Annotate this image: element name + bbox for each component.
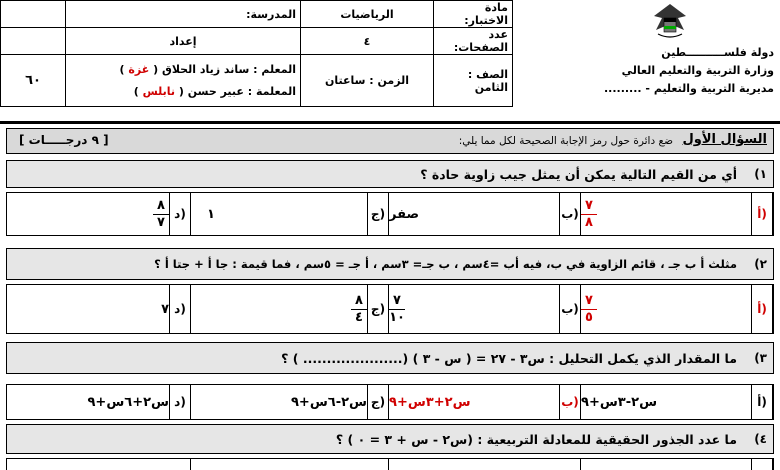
option-divider [388,459,389,470]
option-value[interactable]: صفر [389,206,420,222]
palestine-emblem-icon [640,0,700,44]
answer-row-2 [6,284,774,334]
question-number: ٢) [754,257,767,271]
option-value[interactable]: ١ [207,206,215,222]
question-4 [6,424,774,454]
grade-label: الصف : الثامن [467,67,508,94]
option-label[interactable]: أ) [751,285,773,333]
option-label[interactable]: ب) [559,193,581,235]
option-label[interactable]: د) [169,385,191,419]
option-value[interactable]: س٢-٣س+٩ [581,394,658,410]
question-text: ما المقدار الذي يكمل التحليل : س٣ - ٢٧ = ( س - ٣ ) (..................... ) ؟ [281,351,737,366]
option-divider [190,459,191,470]
option-label[interactable]: ج) [367,193,389,235]
question-number: ٤) [754,432,767,446]
option-label[interactable]: د) [169,193,191,235]
option-divider [580,459,581,470]
option-value[interactable]: $\frac{٨}{٤}$ [191,285,367,333]
teacher-1: المعلم : ساند زياد الحلاق ( غزة ) [119,62,296,76]
section-instruction: ضع دائرة حول رمز الإجابة الصحيحة لكل مما يلي: [458,135,673,147]
option-label[interactable]: أ) [751,385,773,419]
option-label[interactable]: أ) [751,193,773,235]
subject-value: الرياضيات [340,7,394,21]
pages-value: ٤ [363,34,371,48]
section-marks: [ ٩ درجـــــات ] [19,133,109,147]
question-1 [6,160,774,188]
prepared-label: إعداد [169,34,197,48]
option-value[interactable]: س٢-٦س+٩ [290,394,367,410]
option-value[interactable]: ٧ [161,301,169,317]
question-text: ما عدد الجذور الحقيقية للمعادلة التربيعية : (س٢ - س + ٣ = ٠ ) ؟ [335,432,737,447]
question-text: أي من القيم التالية يمكن أن يمثل جيب زاوية حادة ؟ [420,167,737,182]
total-marks: ٦٠ [25,73,41,88]
question-3 [6,342,774,374]
answer-row-4 [6,458,774,470]
state-name: دولة فلســــــــــطين [661,46,774,59]
question-number: ١) [754,167,767,181]
pages-label: عدد الصفحات: [453,28,508,54]
subject-label: مادة الاختبار: [464,1,508,27]
option-label[interactable]: ب) [559,385,581,419]
option-value[interactable]: $\frac{٧}{٨}$ [581,193,751,235]
question-2 [6,248,774,280]
teacher-2: المعلمة : عبير حسن ( نابلس ) [133,84,296,98]
section-title: السؤال الأول [682,132,767,147]
option-label[interactable]: د) [169,285,191,333]
option-label[interactable] [751,459,773,470]
option-label[interactable]: ج) [367,385,389,419]
option-value[interactable]: س٢+٦س+٩ [87,394,169,410]
school-label: المدرسة: [246,7,296,21]
option-label[interactable]: ج) [367,285,389,333]
option-value[interactable]: س٢+٣س+٩ [389,394,471,410]
directorate-name: مديرية التربية والتعليم - ......... [603,82,774,95]
option-label[interactable]: ب) [559,285,581,333]
answer-row-3 [6,384,774,420]
option-value[interactable]: $\frac{٨}{٧}$ [7,193,169,235]
answer-row-1 [6,192,774,236]
exam-info-table [0,0,513,107]
ministry-name: وزارة التربية والتعليم العالي [621,64,774,77]
header-divider [0,121,780,124]
question-text: مثلث أ ب جـ ، قائم الزاوية في ب، فيه أب =٤سم ، ب جـ= ٣سم ، أ جـ = ٥سم ، فما قيمة : جا أ + جتا أ ؟ [154,257,737,271]
ministry-block [596,44,774,98]
option-value[interactable]: $\frac{٧}{٥}$ [581,285,751,333]
question-number: ٣) [754,351,767,365]
section-header [6,128,774,154]
option-value[interactable]: $\frac{٧}{١٠}$ [389,292,405,325]
time-label: الزمن : ساعتان [325,74,409,87]
